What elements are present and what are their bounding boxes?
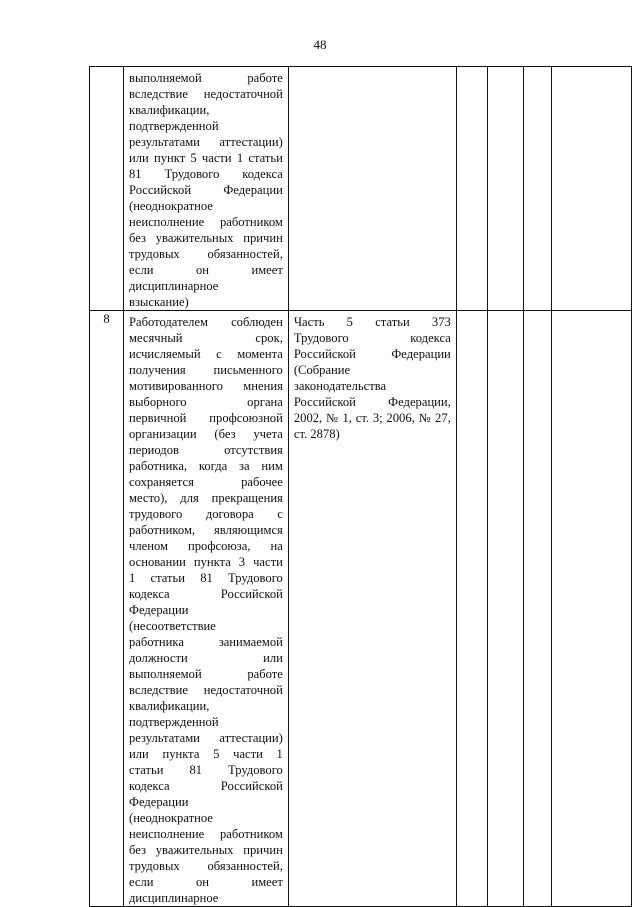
text-line: членом профсоюза, на [129, 539, 283, 553]
text-line: получения письменного [129, 363, 283, 377]
text-line: трудовых обязанностей, [129, 247, 283, 261]
text-line: 2002, № 1, ст. 3; 2006, № 27, [293, 411, 451, 425]
legal-reference-cell [288, 67, 456, 311]
text-line: ст. 2878) [293, 427, 340, 441]
text-line: взыскание) [129, 295, 189, 309]
text-line: без уважительных причин [129, 231, 283, 245]
text-line: основании пункта 3 части [129, 555, 283, 569]
text-line: результатами аттестации) [129, 135, 283, 149]
answer-yes-cell [456, 67, 487, 311]
text-line: квалификации, [129, 103, 210, 117]
text-line: Российской Федерации [293, 347, 451, 361]
text-line: или пункта 5 части 1 [129, 747, 283, 761]
answer-no-cell [487, 311, 523, 907]
text-line: работника, когда за ним [129, 459, 283, 473]
text-line: (неоднократное [129, 811, 213, 825]
text-line: Федерации [129, 795, 189, 809]
text-line: кодекса Российской [129, 779, 283, 793]
text-line: выполняемой работе [129, 71, 283, 85]
text-line: сохраняется рабочее [129, 475, 283, 489]
text-line: вследствие недостаточной [129, 683, 283, 697]
text-line: трудового договора с [129, 507, 283, 521]
text-line: (несоответствие [129, 619, 216, 633]
table-row [90, 67, 632, 311]
text-line: первичной профсоюзной [129, 411, 283, 425]
page-number: 48 [313, 37, 327, 52]
text-line: Часть 5 статьи 373 [293, 315, 451, 329]
text-line: подтвержденной [129, 119, 219, 133]
text-line: трудовых обязанностей, [129, 859, 283, 873]
row-number: 8 [90, 311, 124, 907]
checklist-table [89, 66, 632, 907]
text-line: квалификации, [129, 699, 210, 713]
text-line: результатами аттестации) [129, 731, 283, 745]
text-line: законодательства [293, 379, 387, 393]
text-line: организации (без учета [129, 427, 283, 441]
text-line: месячный срок, [129, 331, 283, 345]
note-cell [551, 311, 631, 907]
text-line: Федерации [129, 603, 189, 617]
text-line: статьи 81 Трудового [129, 763, 283, 777]
text-line: мотивированного мнения [129, 379, 283, 393]
text-line: периодов отсутствия [129, 443, 283, 457]
text-line: если он имеет [129, 263, 283, 277]
text-line: подтвержденной [129, 715, 219, 729]
text-line: выборного органа [129, 395, 283, 409]
text-line: если он имеет [129, 875, 283, 889]
text-line: или пункт 5 части 1 статьи [129, 151, 283, 165]
text-line: неисполнение работником [129, 827, 283, 841]
text-line: 1 статьи 81 Трудового [129, 571, 283, 585]
text-line: место), для прекращения [129, 491, 283, 505]
answer-na-cell [523, 67, 551, 311]
text-line: работником, являющимся [129, 523, 283, 537]
text-line: выполняемой работе [129, 667, 283, 681]
note-cell [551, 67, 631, 311]
text-line: работника занимаемой [129, 635, 283, 649]
text-line: (неоднократное [129, 199, 213, 213]
text-line: Российской Федерации [129, 183, 283, 197]
text-line: 81 Трудового кодекса [129, 167, 283, 181]
text-line: (Собрание [293, 363, 351, 377]
text-line: должности или [129, 651, 283, 665]
legal-reference-cell [288, 311, 456, 907]
text-line: вследствие недостаточной [129, 87, 283, 101]
requirement-cell [124, 67, 289, 311]
requirement-cell [124, 311, 289, 907]
row-number [90, 67, 124, 311]
text-line: неисполнение работником [129, 215, 283, 229]
answer-no-cell [487, 67, 523, 311]
text-line: Российской Федерации, [293, 395, 451, 409]
answer-yes-cell [456, 311, 487, 907]
text-line: кодекса Российской [129, 587, 283, 601]
table-row [90, 311, 632, 907]
text-line: дисциплинарное [129, 891, 219, 905]
text-line: Трудового кодекса [293, 331, 451, 345]
text-line: Работодателем соблюден [129, 315, 283, 329]
text-line: без уважительных причин [129, 843, 283, 857]
text-line: исчисляемый с момента [129, 347, 283, 361]
answer-na-cell [523, 311, 551, 907]
text-line: дисциплинарное [129, 279, 219, 293]
